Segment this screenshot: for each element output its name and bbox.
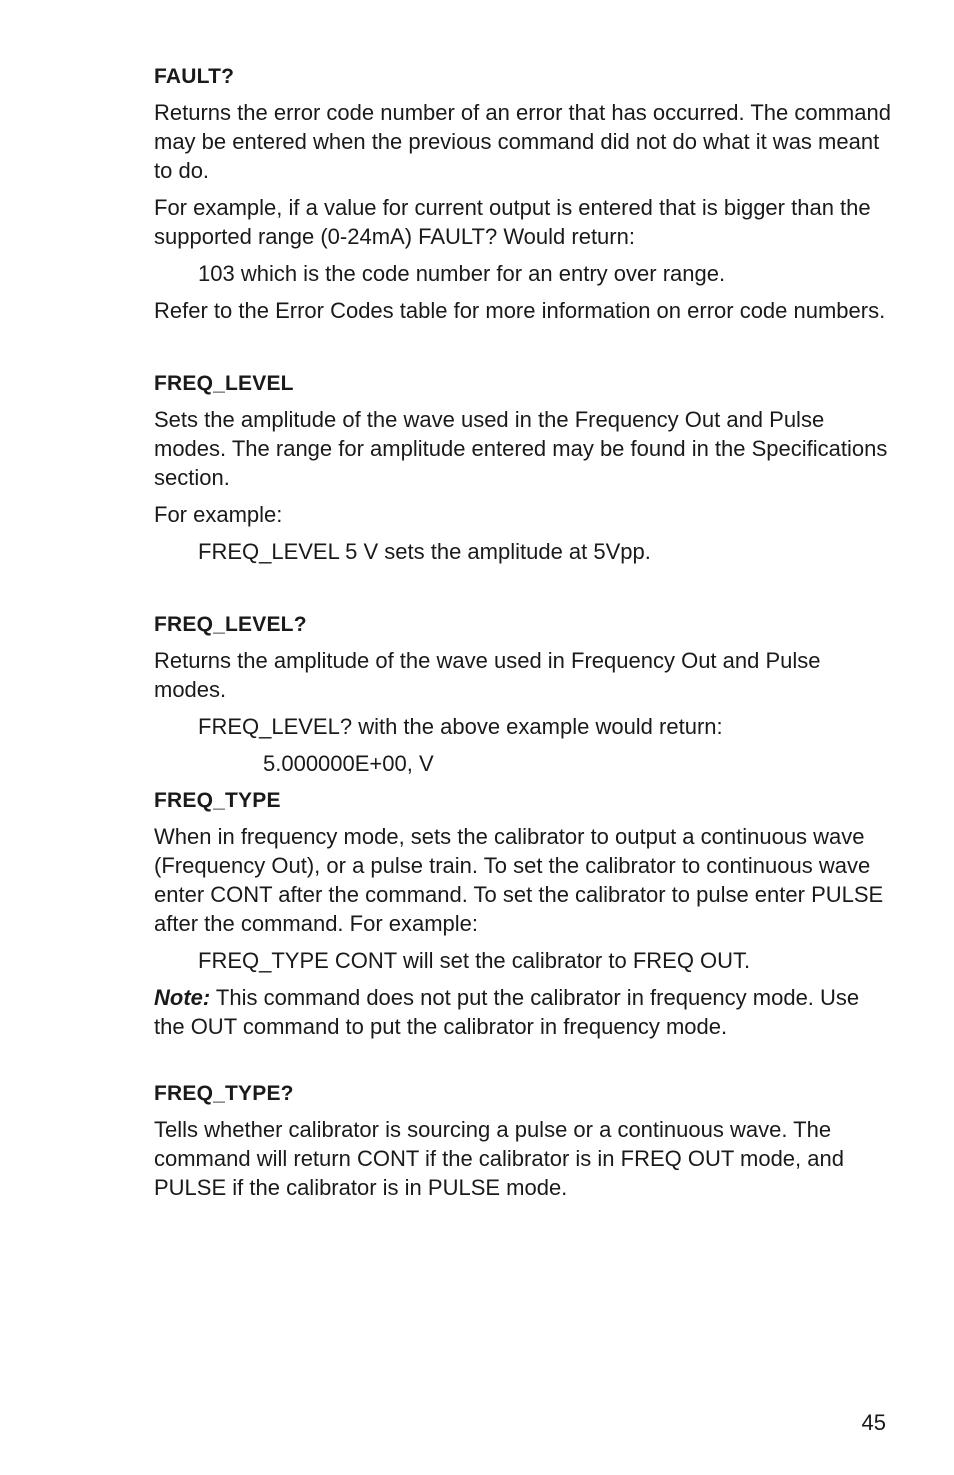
freq-level-query-description: Returns the amplitude of the wave used in Frequency Out and Pulse modes. — [154, 648, 821, 702]
section-fault — [154, 62, 894, 325]
freq-type-example: FREQ_TYPE CONT will set the calibrator to FREQ OUT. — [198, 948, 751, 973]
section-freq-level — [154, 369, 894, 566]
manual-page-content — [154, 62, 894, 1210]
section-spacer — [154, 333, 894, 369]
freq-level-example: FREQ_LEVEL 5 V sets the amplitude at 5Vpp. — [198, 539, 651, 564]
fault-description: Returns the error code number of an error that has occurred. The command may be entered when the previous command did not do what it was meant to do. — [154, 100, 891, 183]
freq-level-query-example: FREQ_LEVEL? with the above example would return: — [198, 714, 723, 739]
section-freq-level-query — [154, 610, 894, 778]
heading-freq-level: FREQ_LEVEL — [154, 372, 294, 395]
section-spacer — [154, 1049, 894, 1079]
note-label: Note: — [154, 985, 211, 1010]
fault-reference: Refer to the Error Codes table for more information on error code numbers. — [154, 298, 886, 323]
heading-freq-type: FREQ_TYPE — [154, 789, 281, 812]
heading-fault: FAULT? — [154, 65, 235, 88]
heading-freq-type-query: FREQ_TYPE? — [154, 1082, 294, 1105]
note-text: This command does not put the calibrator in frequency mode. Use the OUT command to put the calibrator in frequency mode. — [154, 985, 860, 1039]
page-number: 45 — [861, 1410, 886, 1435]
freq-type-description: When in frequency mode, sets the calibrator to output a continuous wave (Frequency Out), or a pulse train. To set the calibrator to continuous wave enter CONT after the command. To set the calibrator to pulse enter PULSE after the command. For example: — [154, 824, 884, 936]
section-freq-type-query — [154, 1079, 894, 1202]
heading-freq-level-query: FREQ_LEVEL? — [154, 613, 307, 636]
freq-level-example-intro: For example: — [154, 502, 283, 527]
freq-type-note — [154, 983, 894, 1041]
freq-type-query-description: Tells whether calibrator is sourcing a pulse or a continuous wave. The command will return CONT if the calibrator is in FREQ OUT mode, and PULSE if the calibrator is in PULSE mode. — [154, 1117, 844, 1200]
freq-level-query-result: 5.000000E+00, V — [263, 751, 434, 776]
fault-example-intro: For example, if a value for current output is entered that is bigger than the supported range (0-24mA) FAULT? Would return: — [154, 195, 871, 249]
section-spacer — [154, 574, 894, 610]
fault-example: 103 which is the code number for an entry over range. — [198, 261, 726, 286]
section-freq-type — [154, 786, 894, 1041]
freq-level-description: Sets the amplitude of the wave used in the Frequency Out and Pulse modes. The range for amplitude entered may be found in the Specifications section. — [154, 407, 888, 490]
